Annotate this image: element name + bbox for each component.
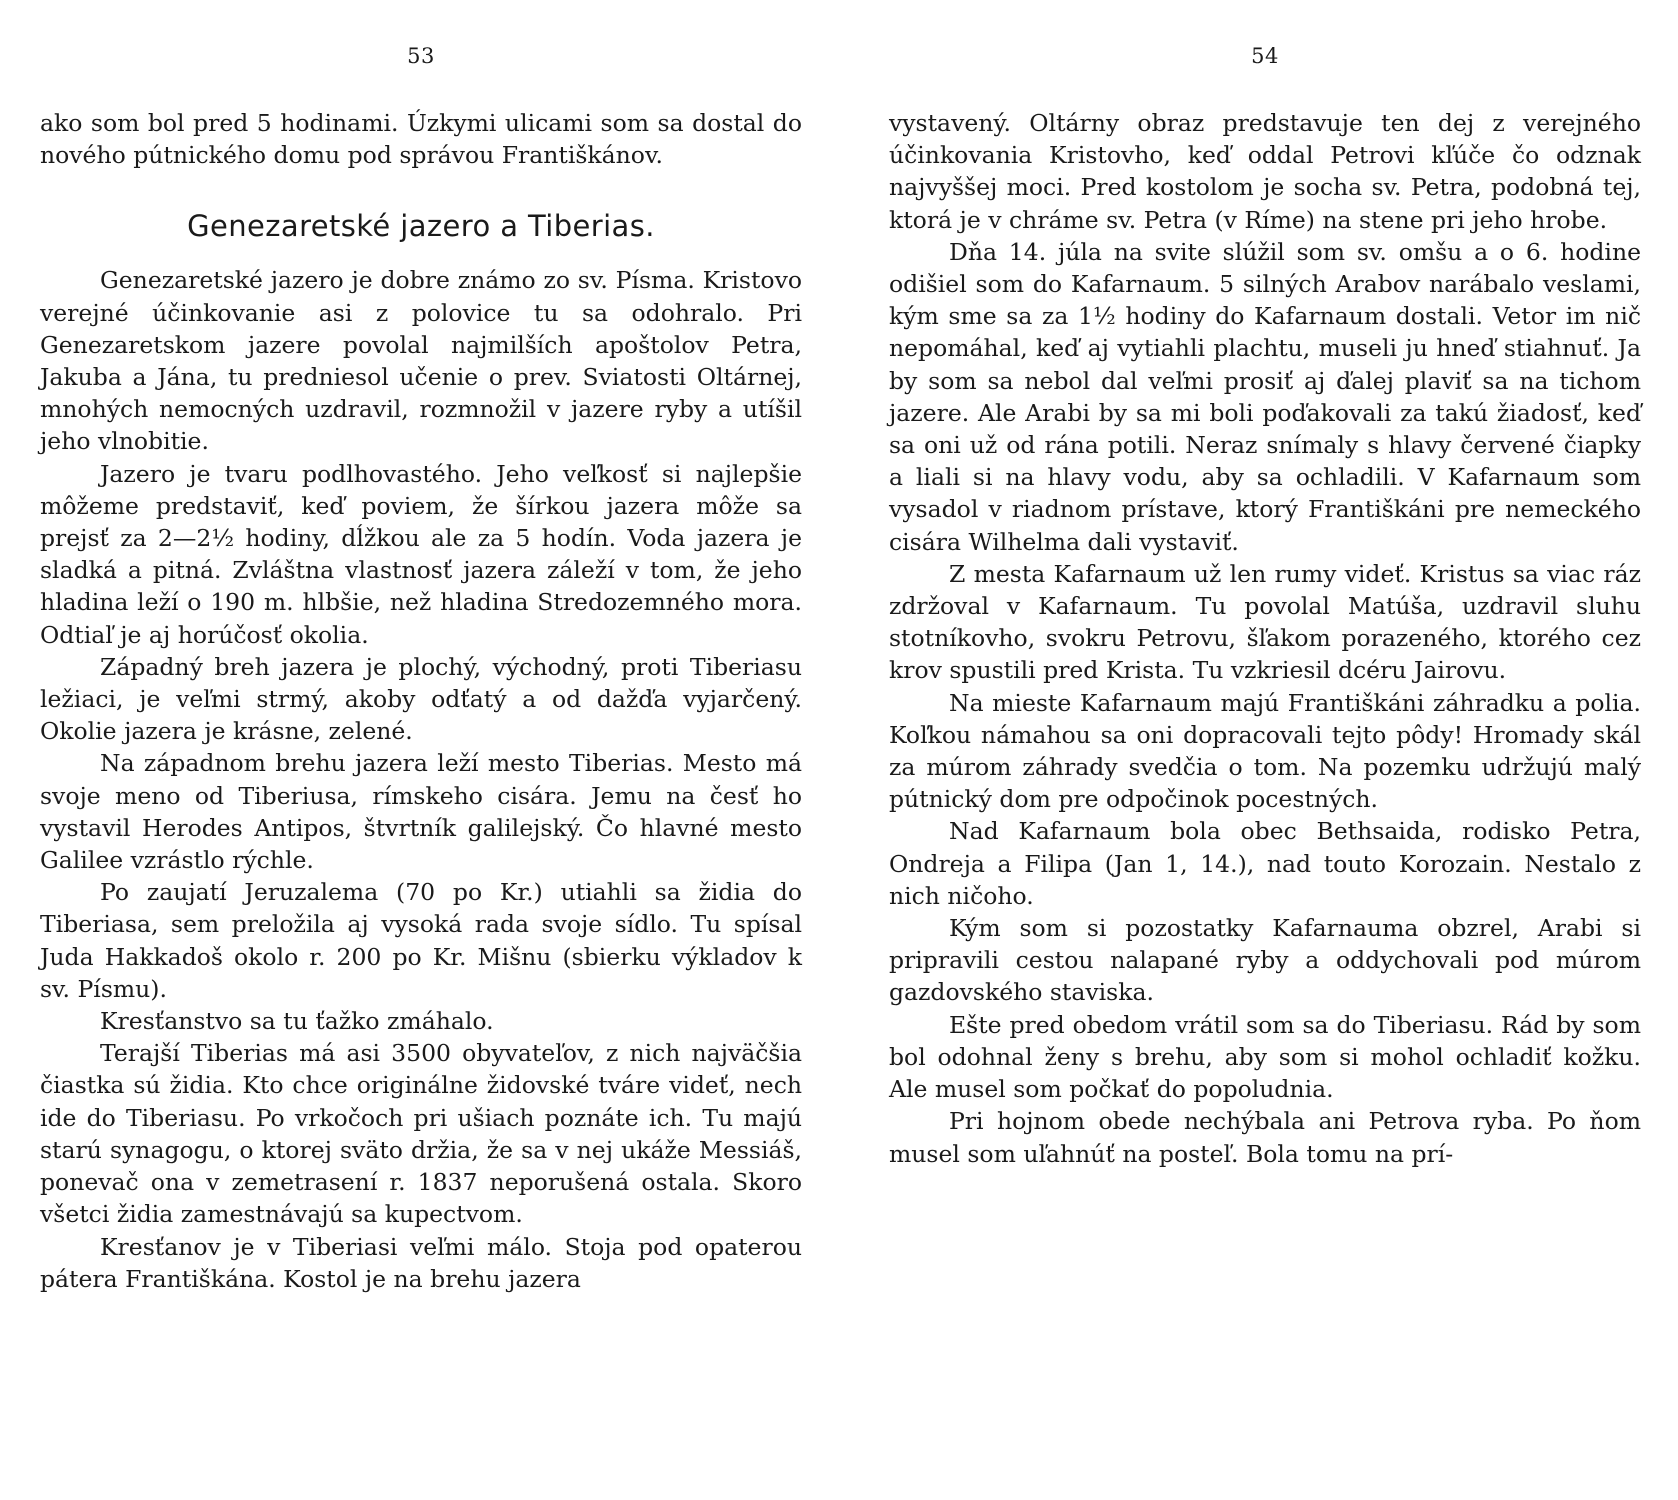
left-paragraph: Po zaujatí Jeruzalema (70 po Kr.) utiahli sa židia do Tiberiasa, sem preložila aj vysoká rada svoje sídlo. Tu spísal Juda Hakkadoš okolo r. 200 po Kr. Mišnu (sbierku výkladov k sv. Písmu). xyxy=(40,878,802,1003)
left-paragraph: Jazero je tvaru podlhovastého. Jeho veľkosť si najlepšie môžeme predstaviť, keď poviem, že šírkou jazera môže sa prejsť za 2—2½ hodiny, dĺžkou ale za 5 hodín. Voda jazera je sladká a pitná. Zvláštna vlastnosť jazera záleží v tom, že jeho hladina leží o 190 m. hlbšie, než hladina Stredozemného mora. Odtiaľ je aj horúčosť okolia. xyxy=(40,459,802,649)
right-paragraph: Dňa 14. júla na svite slúžil som sv. omšu a o 6. hodine odišiel som do Kafarnaum. 5 silných Arabov narábalo veslami, kým sme sa za 1½ hodiny do Kafarnaum dostali. Vetor im nič nepomáhal, keď aj vytiahli plachtu, museli ju hneď stiahnuť. Ja by som sa nebol dal veľmi prosiť aj ďalej plaviť sa na tichom jazere. Ale Arabi by sa mi boli poďakovali za takú žiadosť, keď sa oni už od rána potili. Neraz snímaly s hlavy červené čiapky a liali si na hlavy vodu, aby sa ochladili. V Kafarnaum som vysadol v riadnom prístave, ktorý Františkáni pre nemeckého cisára Wilhelma dali vystaviť. xyxy=(889,237,1641,556)
left-paragraph: Terajší Tiberias má asi 3500 obyvateľov, z nich najväčšia čiastka sú židia. Kto chce originálne židovské tváre videť, nech ide do Tiberiasu. Po vrkočoch pri ušiach poznáte ich. Tu majú starú synagogu, o ktorej sväto držia, že sa v nej ukáže Messiáš, ponevač ona v zemetrasení r. 1837 neporušená ostala. Skoro všetci židia zamestnávajú sa kupectvom. xyxy=(40,1039,802,1229)
page-number-right: 54 xyxy=(1251,44,1279,68)
left-paragraph: Západný breh jazera je plochý, východný, proti Tiberiasu ležiaci, je veľmi strmý, akoby odťatý a od dažďa vyjarčený. Okolie jazera je krásne, zelené. xyxy=(40,652,802,746)
left-page-body xyxy=(40,107,802,1295)
right-paragraph: Ešte pred obedom vrátil som sa do Tiberiasu. Rád by som bol odohnal ženy s brehu, aby som si mohol ochladiť kožku. Ale musel som počkať do popoludnia. xyxy=(889,1010,1641,1104)
right-page-body xyxy=(889,107,1641,1170)
right-paragraph: Z mesta Kafarnaum už len rumy videť. Kristus sa viac ráz zdržoval v Kafarnaum. Tu povolal Matúša, uzdravil sluhu stotníkovho, svokru Petrovu, šľakom porazeného, ktorého cez krov spustili pred Krista. Tu vzkriesil dcéru Jairovu. xyxy=(889,559,1641,685)
right-opening-paragraph: vystavený. Oltárny obraz predstavuje ten dej z verejného účinkovania Kristovho, keď oddal Petrovi kľúče čo odznak najvyššej moci. Pred kostolom je socha sv. Petra, podobná tej, ktorá je v chráme sv. Petra (v Ríme) na stene pri jeho hrobe. xyxy=(889,109,1641,234)
left-paragraph: Na západnom brehu jazera leží mesto Tiberias. Mesto má svoje meno od Tiberiusa, rímskeho cisára. Jemu na česť ho vystavil Herodes Antipos, štvrtník galilejský. Čo hlavné mesto Galilee vzrástlo rýchle. xyxy=(40,749,802,875)
right-paragraph: Na mieste Kafarnaum majú Františkáni záhradku a polia. Koľkou námahou sa oni dopracovali tejto pôdy! Hromady skál za múrom záhrady svedčia o tom. Na pozemku udržujú malý pútnický dom pre odpočinok pocestných. xyxy=(889,688,1641,814)
left-paragraph: Genezaretské jazero je dobre známo zo sv. Písma. Kristovo verejné účinkovanie asi z polovice tu sa odohralo. Pri Genezaretskom jazere povolal najmilších apoštolov Petra, Jakuba a Jána, tu predniesol učenie o prev. Sviatosti Oltárnej, mnohých nemocných uzdravil, rozmnožil v jazere ryby a utíšil jeho vlnobitie. xyxy=(40,266,802,456)
left-opening-paragraph: ako som bol pred 5 hodinami. Úzkymi ulicami som sa dostal do nového pútnického domu pod správou Františkánov. xyxy=(40,109,802,170)
right-paragraph: Pri hojnom obede nechýbala ani Petrova ryba. Po ňom musel som uľahnúť na posteľ. Bola tomu na prí- xyxy=(889,1107,1641,1168)
left-paragraph: Kresťanov je v Tiberiasi veľmi málo. Stoja pod opaterou pátera Františkána. Kostol je na brehu jazera xyxy=(40,1232,802,1293)
right-paragraph: Nad Kafarnaum bola obec Bethsaida, rodisko Petra, Ondreja a Filipa (Jan 1, 14.), nad touto Korozain. Nestalo z nich ničoho. xyxy=(889,817,1641,910)
section-title: Genezaretské jazero a Tiberias. xyxy=(187,209,655,244)
right-paragraph: Kým som si pozostatky Kafarnauma obzrel, Arabi si pripravili cestou nalapané ryby a oddychovali pod múrom gazdovského staviska. xyxy=(889,914,1641,1007)
page-number-left: 53 xyxy=(407,44,435,68)
left-paragraph: Kresťanstvo sa tu ťažko zmáhalo. xyxy=(100,1007,494,1036)
